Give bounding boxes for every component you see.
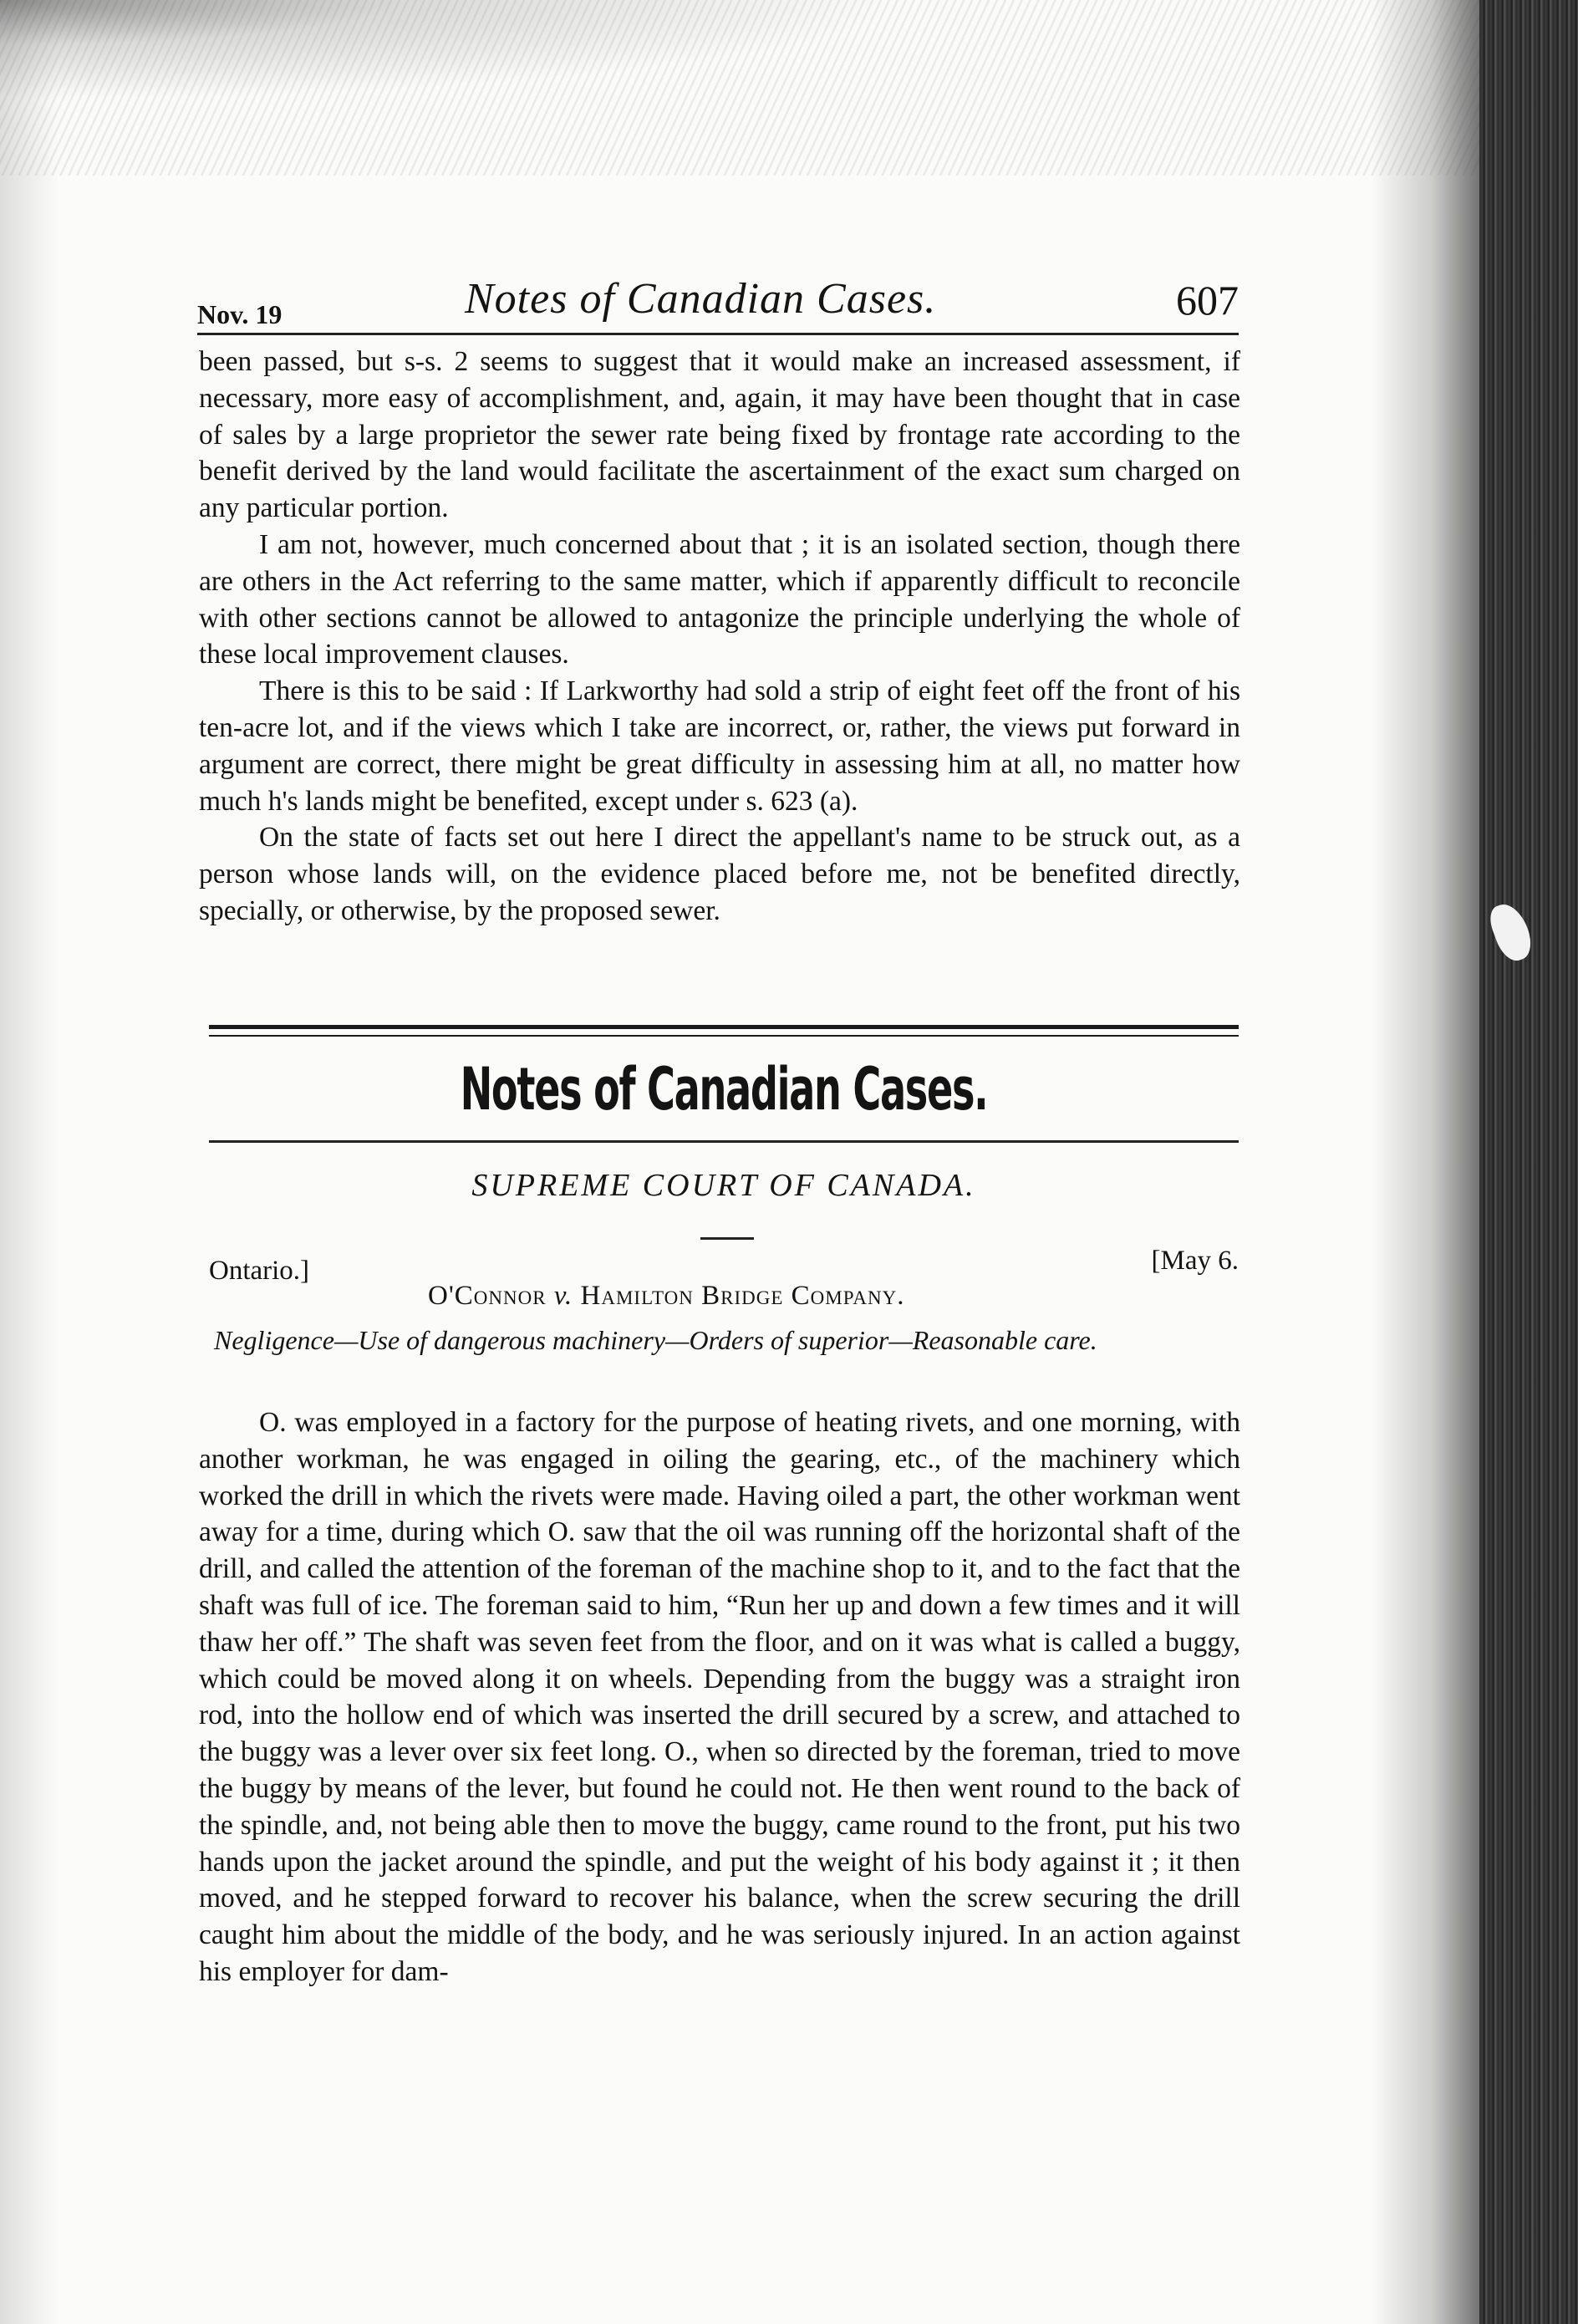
header-title: Notes of Canadian Cases.	[465, 275, 937, 323]
versus: v.	[553, 1281, 573, 1311]
binding-shadow	[1371, 0, 1479, 2324]
case-province: Ontario.]	[209, 1256, 310, 1286]
paragraph: There is this to be said : If Larkworthy had sold a strip of eight feet off the front of his ten-acre lot, and if the views which I take are incorrect, or, rather, the views put forward in argument are correct, there might be great difficulty in assessing him at all, no matter how much h's lands might be benefited, except under s. 623 (a).	[199, 675, 1240, 817]
continued-text	[199, 344, 1240, 930]
party-plaintiff: O'Connor	[428, 1281, 547, 1311]
party-defendant: Hamilton Bridge Company.	[580, 1281, 905, 1311]
running-header	[197, 266, 1239, 333]
case-date: [May 6.	[1151, 1246, 1239, 1276]
section-divider-thick	[209, 1025, 1239, 1029]
title-rule	[209, 1140, 1239, 1143]
scan-noise-corner	[0, 0, 1578, 176]
page-number: 607	[1176, 277, 1239, 324]
case-body	[199, 1404, 1240, 1990]
scan-shadow-left	[0, 0, 59, 2324]
case-headnote: Negligence—Use of dangerous machinery—Orders of superior—Reasonable care.	[214, 1325, 1097, 1355]
case-citation	[209, 1246, 1239, 1321]
paragraph-continued: been passed, but s-s. 2 seems to suggest that it would make an increased assessment, if necessary, more easy of accomplishment, and, again, it may have been thought that in case of sales by a large proprietor the sewer rate being fixed by frontage rate according to the benefit derived by the land would facilitate the ascertainment of the exact sum charged on any particular portion.	[199, 346, 1240, 524]
court-heading: SUPREME COURT OF CANADA.	[471, 1168, 976, 1203]
case-name	[428, 1281, 905, 1312]
paragraph: I am not, however, much concerned about that ; it is an isolated section, though there are others in the Act referring to the same matter, which if apparently difficult to reconcile with other sections cannot be allowed to antagonize the principle underlying the whole of these local improvement clauses.	[199, 528, 1240, 670]
short-divider	[700, 1237, 754, 1240]
book-binding-edge	[1479, 0, 1578, 2324]
paragraph: On the state of facts set out here I direct the appellant's name to be struck out, as a person whose lands will, on the evidence placed before me, not be benefited directly, specially, or otherwise, by the proposed sewer.	[199, 822, 1240, 926]
header-date: Nov. 19	[197, 299, 283, 329]
section-divider-thin	[209, 1035, 1239, 1037]
section-title: Notes of Canadian Cases.	[460, 1055, 988, 1124]
header-rule	[197, 333, 1239, 335]
paragraph: O. was employed in a factory for the purpose of heating rivets, and one morning, with another workman, he was engaged in oiling the gearing, etc., of the machinery which worked the drill in which the rivets were made. Having oiled a part, the other workman went away for a time, during which O. saw that the oil was running off the horizontal shaft of the drill, and called the attention of the foreman of the machine shop to it, and to the fact that the shaft was full of ice. The foreman said to him, “Run her up and down a few times and it will thaw her off.” The shaft was seven feet from the floor, and on it was what is called a buggy, which could be moved along it on wheels. Depending from the buggy was a straight iron rod, into the hollow end of which was inserted the drill secured by a screw, and attached to the buggy was a lever over six feet long. O., when so directed by the foreman, tried to move the buggy by means of the lever, but found he could not. He then went round to the back of the spindle, and, not being able then to move the buggy, came round to the front, put his two hands upon the jacket around the spindle, and put the weight of his body against it ; it then moved, and he stepped forward to recover his balance, when the screw securing the drill caught him about the middle of the body, and he was seriously injured. In an action against his employer for dam-	[199, 1407, 1240, 1987]
